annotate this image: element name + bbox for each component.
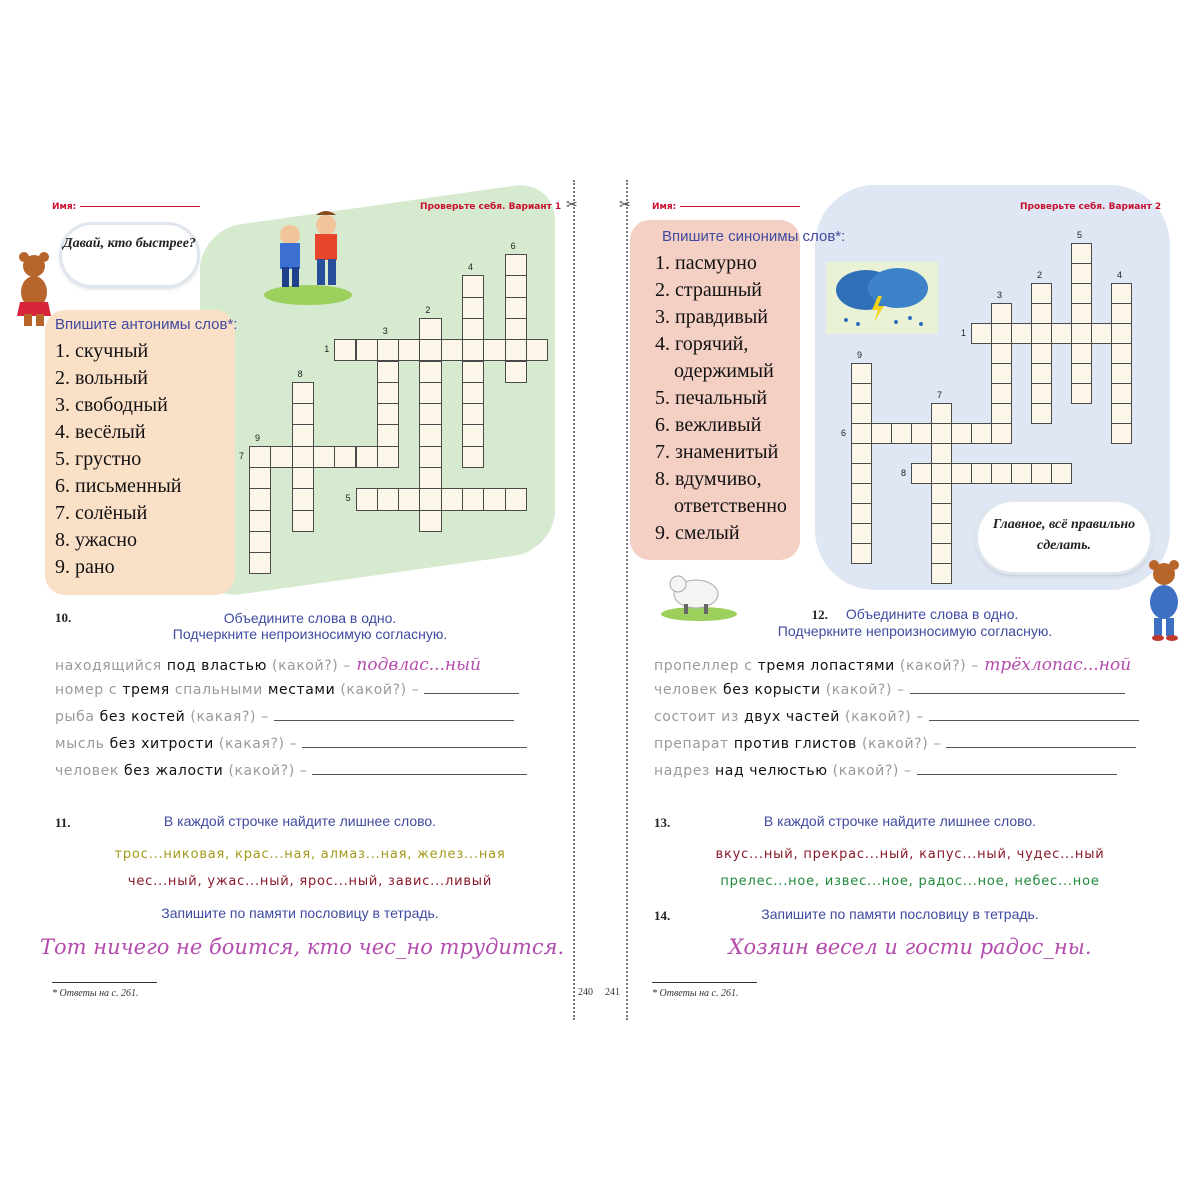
crossword-cell[interactable]	[1111, 303, 1132, 324]
list-item: 5. грустно	[55, 448, 142, 470]
crossword-number: 3	[382, 326, 388, 337]
crossword-cell[interactable]	[1111, 323, 1132, 344]
crossword-cell[interactable]	[1031, 283, 1052, 304]
crossword-cell[interactable]	[1111, 363, 1132, 384]
list-item: ответственно	[674, 495, 787, 517]
crossword-cell[interactable]	[462, 446, 484, 468]
proverb: Хозяин весел и гости радос_ны.	[728, 935, 1092, 959]
crossword-cell[interactable]	[991, 403, 1012, 424]
crossword-cell[interactable]	[1031, 343, 1052, 364]
crossword-number: 5	[345, 493, 351, 504]
crossword-cell[interactable]	[851, 523, 872, 544]
crossword-number: 6	[841, 428, 847, 438]
proverb: Тот ничего не боится, кто чес_но трудится.	[40, 935, 565, 959]
crossword-cell[interactable]	[292, 510, 314, 532]
crossword-cell[interactable]	[991, 323, 1012, 344]
task-title: Объедините слова в одно. Подчеркните непроизносимую согласную.	[172, 610, 448, 642]
crossword-cell[interactable]	[991, 423, 1012, 444]
crossword-cell[interactable]	[851, 503, 872, 524]
crossword-cell[interactable]	[1091, 323, 1112, 344]
crossword-cell[interactable]	[377, 446, 399, 468]
task-title: Запишите по памяти пословицу в тетрадь.	[761, 906, 1039, 922]
crossword-cell[interactable]	[419, 318, 441, 340]
crossword-cell[interactable]	[505, 488, 527, 510]
crossword-cell[interactable]	[931, 523, 952, 544]
word-list	[655, 250, 787, 547]
task10-rows	[55, 655, 565, 790]
task-row[interactable]: человек без корысти (какой?) –	[654, 682, 1174, 709]
crossword-cell[interactable]	[1031, 403, 1052, 424]
crossword-cell[interactable]	[270, 446, 292, 468]
crossword-cell[interactable]	[505, 297, 527, 319]
crossword-cell[interactable]	[526, 339, 548, 361]
crossword-cell[interactable]	[1031, 303, 1052, 324]
task-title: В каждой строчке найдите лишнее слово.	[763, 813, 1037, 829]
crossword-cell[interactable]	[931, 483, 952, 504]
list-item: 2. вольный	[55, 367, 148, 389]
crossword-cell[interactable]	[851, 543, 872, 564]
task-row[interactable]: препарат против глистов (какой?) –	[654, 736, 1174, 763]
crossword-cell[interactable]	[505, 361, 527, 383]
task-title: Запишите по памяти пословицу в тетрадь.	[161, 905, 439, 921]
crossword-cell[interactable]	[505, 339, 527, 361]
crossword-number: 3	[997, 290, 1003, 300]
crossword-cell[interactable]	[419, 403, 441, 425]
crossword-cell[interactable]	[441, 488, 463, 510]
crossword-number: 1	[324, 344, 330, 355]
list-item: 4. весёлый	[55, 421, 146, 443]
crossword-number: 1	[961, 328, 967, 338]
list-item: 3. правдивый	[655, 306, 768, 328]
crossword-cell[interactable]	[292, 467, 314, 489]
word-line: прелес...ное, извес...ное, радос...ное, небес...ное	[720, 874, 1100, 889]
task-row[interactable]: номер с тремя спальными местами (какой?) –	[55, 682, 565, 709]
crossword-cell[interactable]	[292, 446, 314, 468]
list-item: 8. ужасно	[55, 529, 138, 551]
variant-title: Проверьте себя. Вариант 2	[1020, 202, 1162, 212]
list-item: 1. скучный	[55, 340, 149, 362]
crossword-cell[interactable]	[931, 403, 952, 424]
scissors-icon: ✂	[619, 196, 631, 212]
list-item: 2. страшный	[655, 279, 762, 301]
list-item: 6. вежливый	[655, 414, 762, 436]
crossword-cell[interactable]	[377, 339, 399, 361]
page-divider	[626, 180, 628, 1020]
crossword-cell[interactable]	[851, 463, 872, 484]
crossword-cell[interactable]	[462, 361, 484, 383]
word-line: чес...ный, ужас...ный, ярос...ный, завис...ливый	[127, 874, 493, 889]
crossword-number: 5	[1077, 230, 1083, 240]
crossword-cell[interactable]	[931, 563, 952, 584]
crossword-cell[interactable]	[1111, 343, 1132, 364]
crossword-cell[interactable]	[931, 423, 952, 444]
crossword-cell[interactable]	[931, 503, 952, 524]
crossword-cell[interactable]	[1031, 383, 1052, 404]
crossword-number: 4	[1117, 270, 1123, 280]
crossword-cell[interactable]	[292, 488, 314, 510]
task-number: 12.	[811, 607, 828, 622]
crossword-cell[interactable]	[462, 318, 484, 340]
crossword-cell[interactable]	[419, 446, 441, 468]
crossword-cell[interactable]	[1011, 323, 1032, 344]
crossword-cell[interactable]	[1071, 303, 1092, 324]
footnote: * Ответы на с. 261.	[652, 988, 739, 999]
speech-bubble: Главное, всё правильно сделать.	[978, 502, 1150, 572]
crossword-cell[interactable]	[356, 339, 378, 361]
crossword-cell[interactable]	[951, 463, 972, 484]
crossword-cell[interactable]	[356, 446, 378, 468]
crossword-cell[interactable]	[249, 552, 271, 574]
crossword-cell[interactable]	[334, 339, 356, 361]
crossword-cell[interactable]	[851, 443, 872, 464]
crossword-cell[interactable]	[1031, 463, 1052, 484]
crossword-cell[interactable]	[1111, 403, 1132, 424]
crossword-cell[interactable]	[991, 463, 1012, 484]
crossword-number: 7	[239, 450, 245, 461]
crossword-number: 8	[901, 468, 907, 478]
crossword-cell[interactable]	[851, 363, 872, 384]
crossword-cell[interactable]	[462, 339, 484, 361]
storm-cloud-illustration	[826, 262, 938, 334]
crossword-cell[interactable]	[377, 488, 399, 510]
page-number: 241	[605, 987, 620, 998]
crossword-cell[interactable]	[505, 318, 527, 340]
crossword-cell[interactable]	[1071, 263, 1092, 284]
crossword-cell[interactable]	[462, 403, 484, 425]
name-label: Имя:	[652, 202, 800, 212]
task-title: В каждой строчке найдите лишнее слово.	[163, 813, 437, 829]
crossword-number: 4	[468, 262, 474, 273]
crossword-cell[interactable]	[991, 303, 1012, 324]
crossword-cell[interactable]	[249, 488, 271, 510]
crossword-cell[interactable]	[462, 275, 484, 297]
list-item: одержимый	[674, 360, 774, 382]
scissors-icon: ✂	[566, 196, 578, 212]
task-row: находящийся под властью (какой?) – подвлас...ный	[55, 655, 481, 675]
crossword-cell[interactable]	[334, 446, 356, 468]
crossword-cell[interactable]	[1071, 363, 1092, 384]
list-item: 4. горячий,	[655, 333, 749, 355]
task-row: пропеллер с тремя лопастями (какой?) – трёхлопас...ной	[654, 655, 1132, 675]
task-row[interactable]: человек без жалости (какой?) –	[55, 763, 565, 790]
crossword-cell[interactable]	[871, 423, 892, 444]
page-divider	[573, 180, 575, 1020]
crossword-cell[interactable]	[1051, 463, 1072, 484]
instruction: Впишите антонимы слов*:	[55, 316, 238, 333]
crossword-cell[interactable]	[419, 467, 441, 489]
crossword-cell[interactable]	[851, 483, 872, 504]
crossword-number: 6	[510, 241, 516, 251]
crossword-cell[interactable]	[398, 339, 420, 361]
list-item: 8. вдумчиво,	[655, 468, 762, 490]
list-item: 9. смелый	[655, 522, 740, 544]
footnote-rule	[652, 982, 757, 983]
task-number: 11.	[55, 815, 71, 830]
crossword-cell[interactable]	[292, 424, 314, 446]
crossword-cell[interactable]	[419, 488, 441, 510]
footnote: * Ответы на с. 261.	[52, 988, 139, 999]
crossword-cell[interactable]	[249, 446, 271, 468]
crossword-cell[interactable]	[377, 382, 399, 404]
crossword-cell[interactable]	[292, 403, 314, 425]
crossword-cell[interactable]	[991, 363, 1012, 384]
task-number: 13.	[654, 815, 671, 830]
speech-bubble: Давай, кто быстрее?	[62, 225, 197, 285]
crossword-cell[interactable]	[1111, 383, 1132, 404]
crossword-cell[interactable]	[1111, 423, 1132, 444]
task-row[interactable]: состоит из двух частей (какой?) –	[654, 709, 1174, 736]
crossword-cell[interactable]	[419, 382, 441, 404]
crossword-cell[interactable]	[911, 423, 932, 444]
task-number: 10.	[55, 610, 72, 625]
crossword-cell[interactable]	[1071, 323, 1092, 344]
bear-illustration	[14, 252, 54, 332]
crossword-cell[interactable]	[398, 488, 420, 510]
crossword-cell[interactable]	[931, 443, 952, 464]
list-item: 7. знаменитый	[655, 441, 779, 463]
name-label: Имя:	[52, 202, 200, 212]
bear-illustration	[1142, 560, 1186, 644]
crossword-cell[interactable]	[971, 463, 992, 484]
list-item: 3. свободный	[55, 394, 168, 416]
crossword-number: 2	[425, 304, 431, 315]
crossword-cell[interactable]	[891, 423, 912, 444]
crossword-cell[interactable]	[971, 423, 992, 444]
crossword-cell[interactable]	[356, 488, 378, 510]
crossword-cell[interactable]	[419, 424, 441, 446]
crossword-cell[interactable]	[1031, 323, 1052, 344]
crossword-cell[interactable]	[377, 361, 399, 383]
footnote-rule	[52, 982, 157, 983]
instruction: Впишите синонимы слов*:	[662, 228, 846, 245]
crossword-cell[interactable]	[851, 423, 872, 444]
crossword-cell[interactable]	[462, 488, 484, 510]
task-row[interactable]: рыба без костей (какая?) –	[55, 709, 565, 736]
crossword-number: 2	[1037, 270, 1043, 280]
crossword-cell[interactable]	[462, 424, 484, 446]
crossword-cell[interactable]	[505, 254, 527, 276]
crossword-cell[interactable]	[991, 343, 1012, 364]
crossword-cell[interactable]	[462, 297, 484, 319]
list-item: 5. печальный	[655, 387, 768, 409]
list-item: 1. пасмурно	[655, 252, 757, 274]
crossword-cell[interactable]	[1011, 463, 1032, 484]
crossword-cell[interactable]	[377, 424, 399, 446]
task-number: 14.	[654, 908, 671, 923]
crossword-cell[interactable]	[377, 403, 399, 425]
crossword-cell[interactable]	[911, 463, 932, 484]
crossword-cell[interactable]	[1071, 343, 1092, 364]
crossword-cell[interactable]	[931, 543, 952, 564]
kids-illustration	[262, 205, 354, 305]
crossword-cell[interactable]	[1071, 283, 1092, 304]
crossword-number: 8	[297, 368, 303, 379]
page-number: 240	[578, 987, 593, 998]
crossword-cell[interactable]	[483, 488, 505, 510]
list-item: 7. солёный	[55, 502, 148, 524]
list-item: 6. письменный	[55, 475, 182, 497]
crossword-cell[interactable]	[951, 423, 972, 444]
crossword-cell[interactable]	[1071, 383, 1092, 404]
crossword-cell[interactable]	[851, 403, 872, 424]
word-list	[55, 338, 181, 581]
list-item: 9. рано	[55, 556, 115, 578]
crossword-number: 7	[937, 390, 943, 400]
crossword-number: 9	[857, 350, 863, 360]
crossword-number: 9	[255, 432, 261, 443]
crossword-cell[interactable]	[1111, 283, 1132, 304]
crossword-cell[interactable]	[931, 463, 952, 484]
crossword-cell[interactable]	[441, 339, 463, 361]
crossword-cell[interactable]	[249, 531, 271, 553]
task-title: 12. Объедините слова в одно. Подчеркните непроизносимую согласную.	[777, 606, 1053, 639]
crossword-cell[interactable]	[971, 323, 992, 344]
crossword-cell[interactable]	[1031, 363, 1052, 384]
crossword-cell[interactable]	[249, 510, 271, 532]
crossword-cell[interactable]	[1051, 323, 1072, 344]
crossword-cell[interactable]	[419, 510, 441, 532]
crossword-cell[interactable]	[483, 339, 505, 361]
crossword-cell[interactable]	[1071, 243, 1092, 264]
variant-title: Проверьте себя. Вариант 1	[420, 202, 562, 212]
crossword-cell[interactable]	[249, 467, 271, 489]
crossword-cell[interactable]	[991, 383, 1012, 404]
crossword-cell[interactable]	[851, 383, 872, 404]
crossword-cell[interactable]	[292, 382, 314, 404]
crossword-cell[interactable]	[313, 446, 335, 468]
crossword-cell[interactable]	[462, 382, 484, 404]
task-row[interactable]: надрез над челюстью (какой?) –	[654, 763, 1174, 790]
word-line: вкус...ный, прекрас...ный, капус...ный, чудес...ный	[715, 847, 1105, 862]
crossword-cell[interactable]	[419, 339, 441, 361]
task12-rows	[654, 655, 1174, 790]
crossword-cell[interactable]	[505, 275, 527, 297]
task-row[interactable]: мысль без хитрости (какая?) –	[55, 736, 565, 763]
crossword-cell[interactable]	[419, 361, 441, 383]
word-line: трос...никовая, крас...ная, алмаз...ная, желез...ная	[114, 847, 506, 862]
sheep-illustration	[660, 562, 738, 622]
